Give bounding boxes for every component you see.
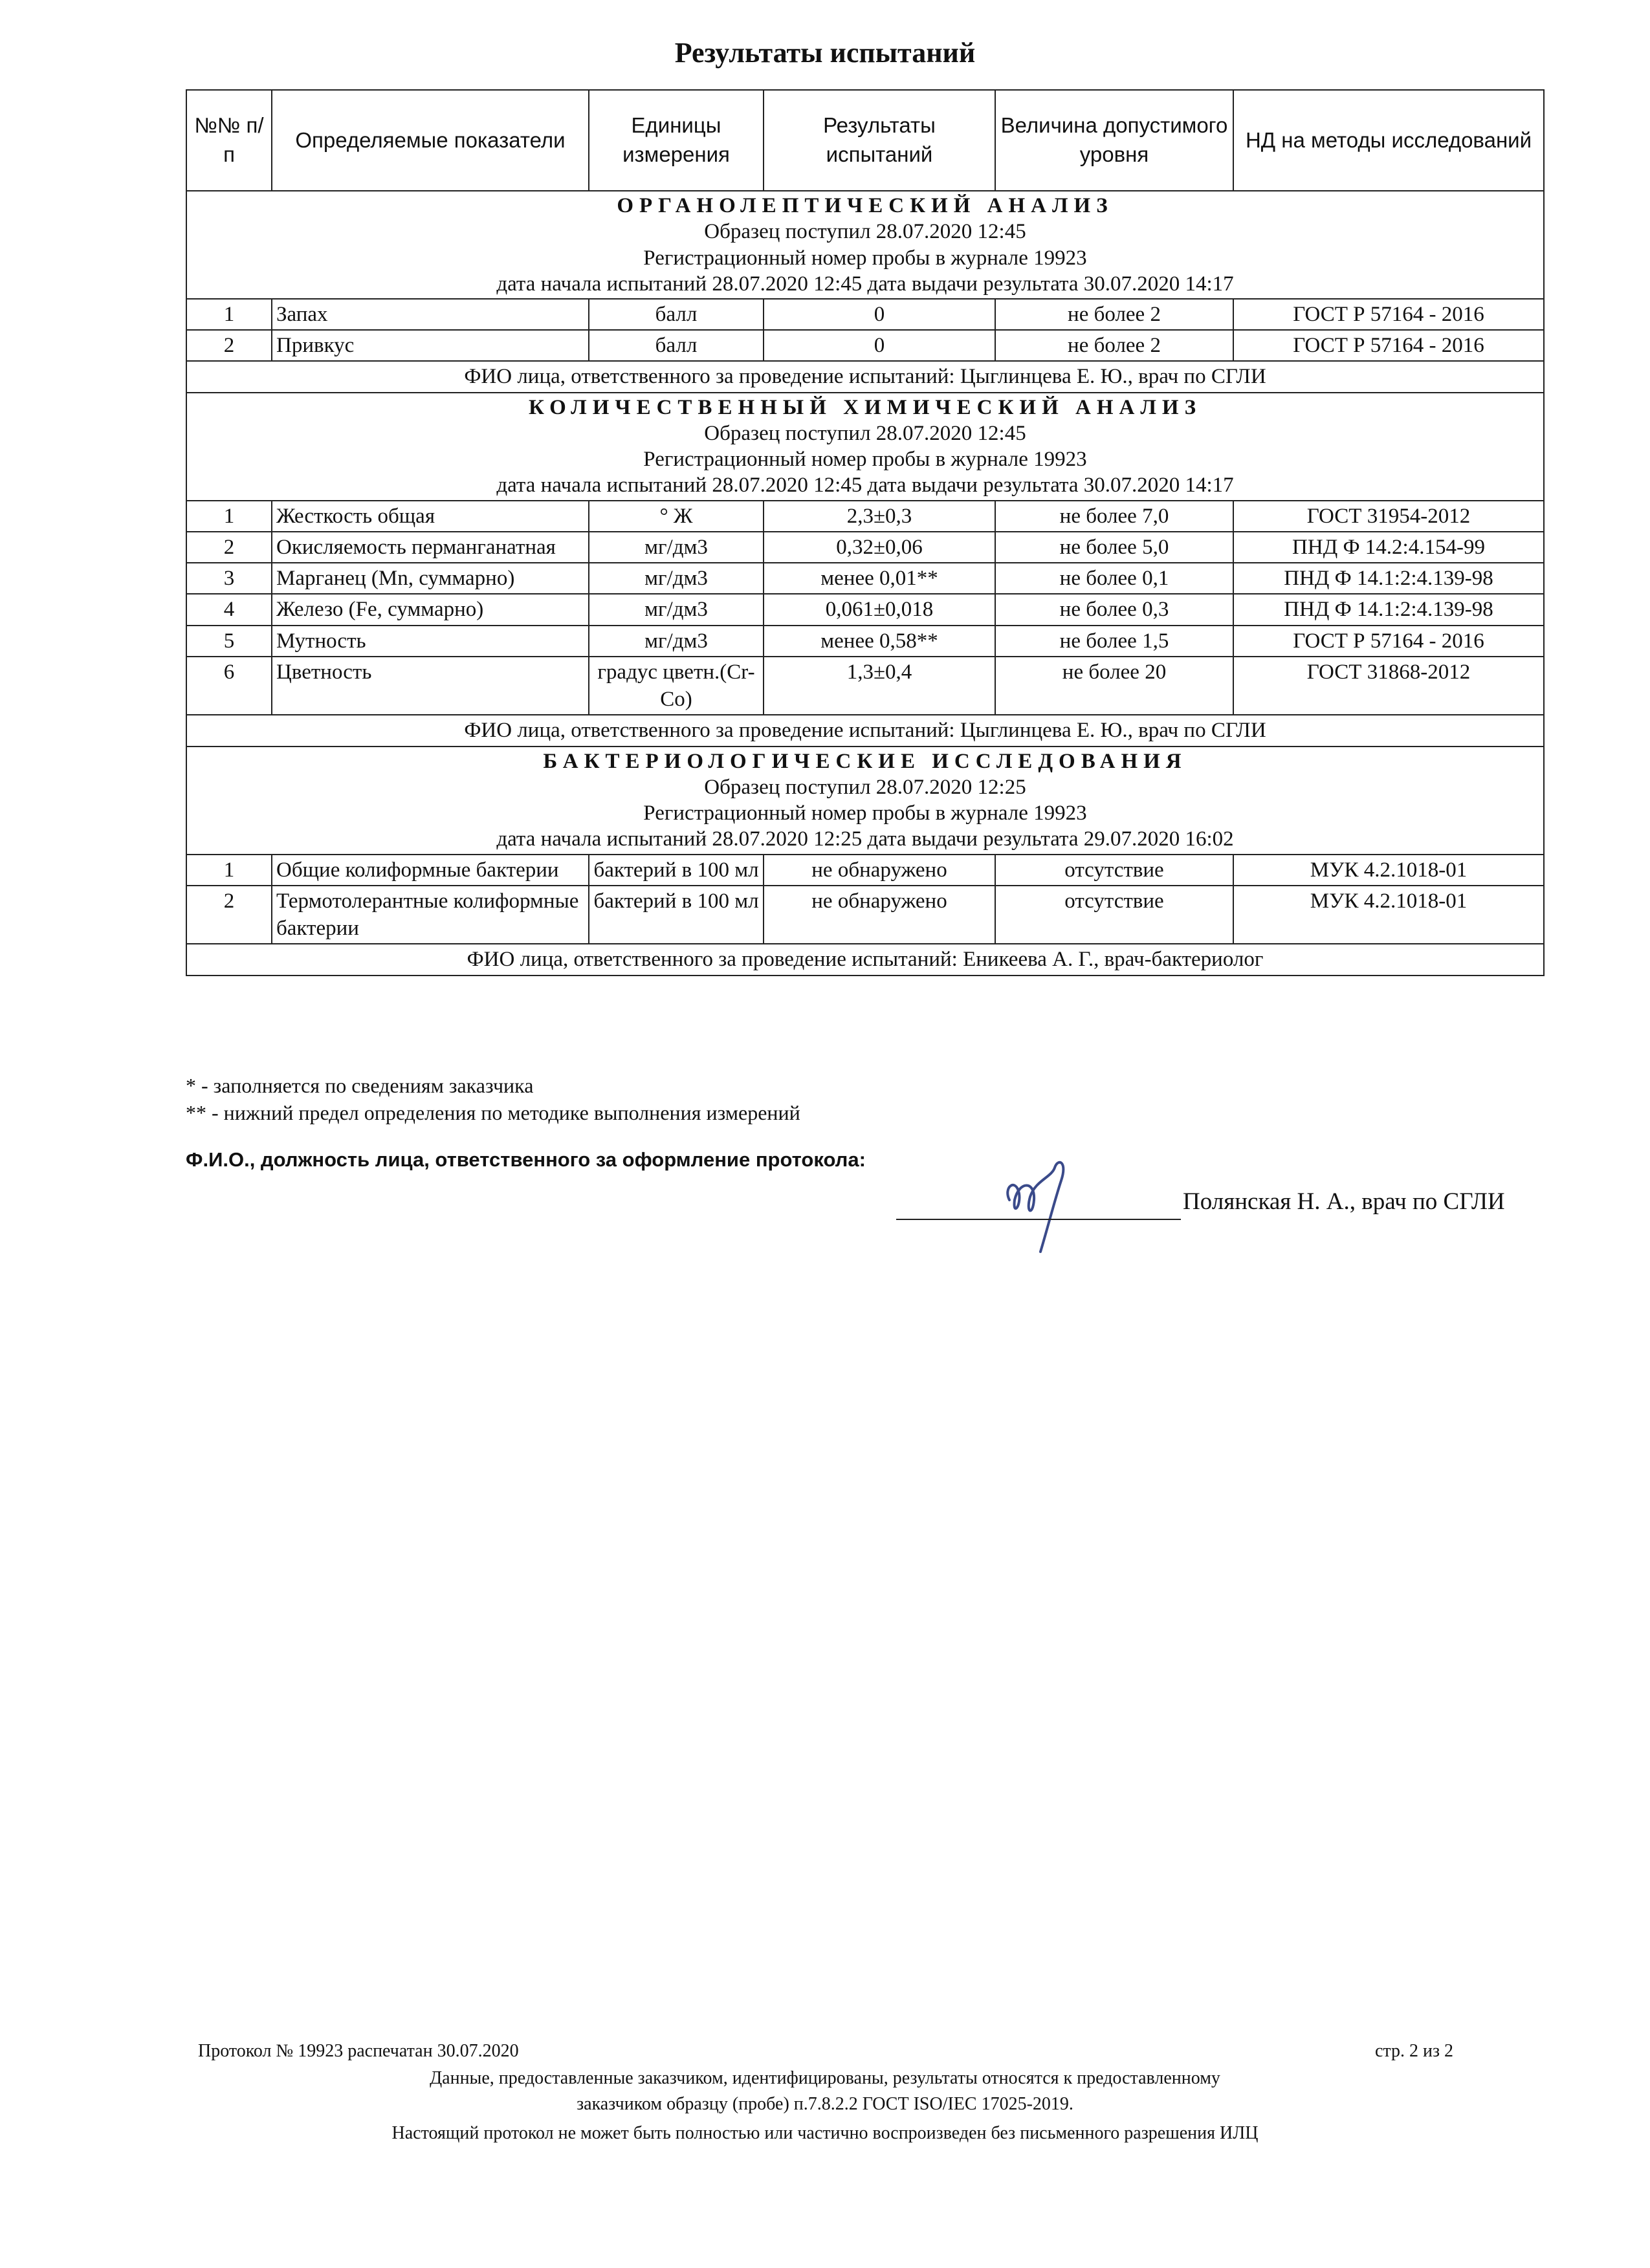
row-result: 0,061±0,018 bbox=[764, 594, 995, 625]
section-dates: дата начала испытаний 28.07.2020 12:45 дата выдачи результата 30.07.2020 14:17 bbox=[496, 272, 1234, 296]
row-unit: мг/дм3 bbox=[589, 563, 764, 594]
row-result: 1,3±0,4 bbox=[764, 657, 995, 715]
signatory-name: Полянская Н. А., врач по СГЛИ bbox=[1183, 1188, 1505, 1215]
row-unit: мг/дм3 bbox=[589, 626, 764, 657]
row-number: 6 bbox=[186, 657, 272, 715]
row-number: 1 bbox=[186, 501, 272, 532]
section-received: Образец поступил 28.07.2020 12:45 bbox=[704, 220, 1026, 244]
row-number: 1 bbox=[186, 299, 272, 330]
row-number: 2 bbox=[186, 330, 272, 361]
row-unit: мг/дм3 bbox=[589, 532, 764, 563]
section-reg: Регистрационный номер пробы в журнале 19923 bbox=[643, 801, 1087, 825]
row-indicator: Мутность bbox=[272, 626, 589, 657]
row-unit: балл bbox=[589, 330, 764, 361]
row-result: не обнаружено bbox=[764, 886, 995, 944]
row-result: 0,32±0,06 bbox=[764, 532, 995, 563]
row-result: менее 0,01** bbox=[764, 563, 995, 594]
section-responsible: ФИО лица, ответственного за проведение испытаний: Еникеева А. Г., врач-бактериолог bbox=[186, 944, 1544, 975]
row-method: ПНД Ф 14.1:2:4.139-98 bbox=[1233, 594, 1544, 625]
row-limit: отсутствие bbox=[995, 855, 1233, 886]
table-row bbox=[186, 501, 1544, 532]
row-number: 5 bbox=[186, 626, 272, 657]
row-result: 2,3±0,3 bbox=[764, 501, 995, 532]
row-number: 2 bbox=[186, 886, 272, 944]
row-indicator: Марганец (Mn, суммарно) bbox=[272, 563, 589, 594]
row-unit: мг/дм3 bbox=[589, 594, 764, 625]
row-method: ГОСТ 31868-2012 bbox=[1233, 657, 1544, 715]
row-limit: отсутствие bbox=[995, 886, 1233, 944]
table-row bbox=[186, 886, 1544, 944]
table-row bbox=[186, 626, 1544, 657]
section-dates: дата начала испытаний 28.07.2020 12:25 дата выдачи результата 29.07.2020 16:02 bbox=[496, 827, 1234, 851]
section-responsible-row bbox=[186, 715, 1544, 746]
section-organoleptic-header bbox=[186, 191, 1544, 299]
row-unit: ° Ж bbox=[589, 501, 764, 532]
table-row bbox=[186, 299, 1544, 330]
table-row bbox=[186, 594, 1544, 625]
row-limit: не более 2 bbox=[995, 330, 1233, 361]
row-indicator: Окисляемость перманганатная bbox=[272, 532, 589, 563]
table-row bbox=[186, 563, 1544, 594]
row-indicator: Железо (Fe, суммарно) bbox=[272, 594, 589, 625]
row-limit: не более 7,0 bbox=[995, 501, 1233, 532]
row-result: 0 bbox=[764, 330, 995, 361]
row-limit: не более 5,0 bbox=[995, 532, 1233, 563]
table-row bbox=[186, 330, 1544, 361]
row-result: не обнаружено bbox=[764, 855, 995, 886]
section-title: ОРГАНОЛЕПТИЧЕСКИЙ АНАЛИЗ bbox=[617, 194, 1114, 217]
row-limit: не более 0,3 bbox=[995, 594, 1233, 625]
row-method: МУК 4.2.1018-01 bbox=[1233, 855, 1544, 886]
row-method: ГОСТ 31954-2012 bbox=[1233, 501, 1544, 532]
row-indicator: Термотолерантные колиформные бактерии bbox=[272, 886, 589, 944]
row-unit: бактерий в 100 мл bbox=[589, 886, 764, 944]
header-result: Результаты испытаний bbox=[764, 90, 995, 191]
row-number: 2 bbox=[186, 532, 272, 563]
row-unit: бактерий в 100 мл bbox=[589, 855, 764, 886]
section-responsible: ФИО лица, ответственного за проведение испытаний: Цыглинцева Е. Ю., врач по СГЛИ bbox=[186, 361, 1544, 392]
row-limit: не более 0,1 bbox=[995, 563, 1233, 594]
footnote-customer: * - заполняется по сведениям заказчика bbox=[186, 1074, 534, 1097]
row-number: 4 bbox=[186, 594, 272, 625]
row-method: ГОСТ Р 57164 - 2016 bbox=[1233, 330, 1544, 361]
section-responsible: ФИО лица, ответственного за проведение испытаний: Цыглинцева Е. Ю., врач по СГЛИ bbox=[186, 715, 1544, 746]
section-chemical-header bbox=[186, 393, 1544, 501]
row-result: менее 0,58** bbox=[764, 626, 995, 657]
section-reg: Регистрационный номер пробы в журнале 19923 bbox=[643, 246, 1087, 270]
row-method: ГОСТ Р 57164 - 2016 bbox=[1233, 626, 1544, 657]
signature-line bbox=[896, 1190, 1181, 1220]
header-unit: Единицы измерения bbox=[589, 90, 764, 191]
section-reg: Регистрационный номер пробы в журнале 19923 bbox=[643, 448, 1087, 472]
row-indicator: Жесткость общая bbox=[272, 501, 589, 532]
footer-disclaimer-3: Настоящий протокол не может быть полностью или частично воспроизведен без письменного разрешения ИЛЦ bbox=[391, 2123, 1259, 2143]
results-table bbox=[186, 89, 1545, 976]
header-indicator: Определяемые показатели bbox=[272, 90, 589, 191]
page-title: Результаты испытаний bbox=[674, 37, 976, 69]
section-title: БАКТЕРИОЛОГИЧЕСКИЕ ИССЛЕДОВАНИЯ bbox=[543, 749, 1187, 773]
footnote-detection-limit: ** - нижний предел определения по методике выполнения измерений bbox=[186, 1101, 800, 1124]
row-indicator: Цветность bbox=[272, 657, 589, 715]
section-received: Образец поступил 28.07.2020 12:45 bbox=[704, 421, 1026, 445]
footer-disclaimer-1: Данные, предоставленные заказчиком, идентифицированы, результаты относятся к предоставленному bbox=[430, 2068, 1220, 2088]
header-limit: Величина допустимого уровня bbox=[995, 90, 1233, 191]
page-number: стр. 2 из 2 bbox=[1375, 2041, 1454, 2061]
row-indicator: Общие колиформные бактерии bbox=[272, 855, 589, 886]
section-dates: дата начала испытаний 28.07.2020 12:45 дата выдачи результата 30.07.2020 14:17 bbox=[496, 474, 1234, 497]
row-limit: не более 1,5 bbox=[995, 626, 1233, 657]
section-bacteriological-header bbox=[186, 747, 1544, 855]
responsible-label: Ф.И.О., должность лица, ответственного за оформление протокола: bbox=[186, 1148, 866, 1171]
footer-disclaimer-2: заказчиком образцу (пробе) п.7.8.2.2 ГОСТ ISO/IEC 17025-2019. bbox=[577, 2094, 1073, 2114]
row-method: МУК 4.2.1018-01 bbox=[1233, 886, 1544, 944]
row-unit: балл bbox=[589, 299, 764, 330]
row-method: ПНД Ф 14.2:4.154-99 bbox=[1233, 532, 1544, 563]
header-method: НД на методы исследований bbox=[1233, 90, 1544, 191]
row-indicator: Запах bbox=[272, 299, 589, 330]
protocol-print-info: Протокол № 19923 распечатан 30.07.2020 bbox=[198, 2041, 519, 2061]
row-unit: градус цветн.(Cr-Co) bbox=[589, 657, 764, 715]
header-number: №№ п/п bbox=[186, 90, 272, 191]
row-limit: не более 20 bbox=[995, 657, 1233, 715]
row-indicator: Привкус bbox=[272, 330, 589, 361]
row-limit: не более 2 bbox=[995, 299, 1233, 330]
table-row bbox=[186, 855, 1544, 886]
section-responsible-row bbox=[186, 361, 1544, 392]
header-row bbox=[186, 90, 1544, 191]
row-method: ГОСТ Р 57164 - 2016 bbox=[1233, 299, 1544, 330]
row-number: 1 bbox=[186, 855, 272, 886]
table-row bbox=[186, 657, 1544, 715]
row-number: 3 bbox=[186, 563, 272, 594]
section-title: КОЛИЧЕСТВЕННЫЙ ХИМИЧЕСКИЙ АНАЛИЗ bbox=[528, 395, 1202, 419]
section-received: Образец поступил 28.07.2020 12:25 bbox=[704, 775, 1026, 799]
section-responsible-row bbox=[186, 944, 1544, 975]
row-result: 0 bbox=[764, 299, 995, 330]
row-method: ПНД Ф 14.1:2:4.139-98 bbox=[1233, 563, 1544, 594]
table-row bbox=[186, 532, 1544, 563]
